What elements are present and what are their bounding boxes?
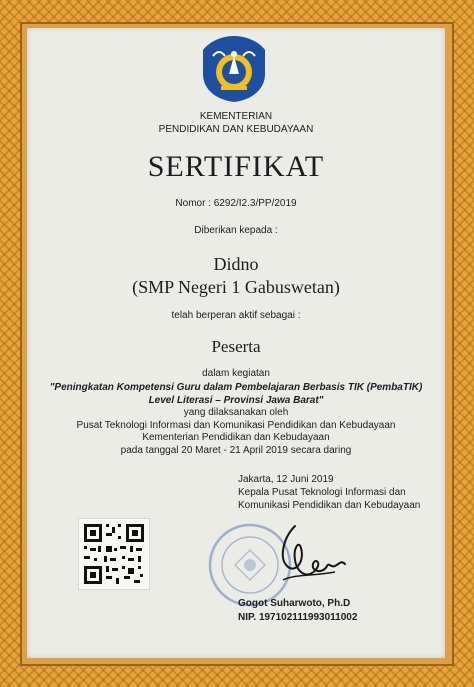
recipient-role: Peserta	[211, 337, 261, 356]
ministry-line-2: PENDIDIKAN DAN KEBUDAYAAN	[158, 124, 314, 135]
signer-name: Gogot Suharwoto, Ph.D	[238, 598, 351, 609]
signer-details	[238, 597, 357, 625]
organizer-line-2: Pusat Teknologi Informasi dan Komunikasi Pendidikan dan Kebudayaan	[76, 419, 396, 431]
organizer-line-3: Kementerian Pendidikan dan Kebudayaan	[142, 432, 330, 443]
ministry-line-1: KEMENTERIAN	[199, 111, 273, 122]
activity-line-1: "Peningkatan Kompetensi Guru dalam Pembelajaran Berbasis TIK (PembaTIK)	[49, 382, 423, 393]
recipient-school: (SMP Negeri 1 Gabuswetan)	[132, 277, 340, 297]
organizer-info	[27, 407, 445, 457]
certificate-title: SERTIFIKAT	[147, 150, 325, 183]
signer-position-line-1: Kepala Pusat Teknologi Informasi dan	[238, 487, 406, 498]
activity-title	[27, 381, 445, 407]
signer-position-line-2: Komunikasi Pendidikan dan Kebudayaan	[238, 500, 421, 511]
signature-block	[238, 473, 420, 512]
organizer-line-4: pada tanggal 20 Maret - 21 April 2019 secara daring	[120, 444, 352, 456]
activity-label: dalam kegiatan	[202, 368, 270, 379]
activity-line-2: Level Literasi – Provinsi Jawa Barat"	[148, 395, 324, 406]
signer-nip: NIP. 197102111993011002	[238, 612, 358, 623]
recipient-name: Didno	[213, 254, 259, 274]
organizer-line-1: yang dilaksanakan oleh	[183, 407, 289, 418]
signature	[265, 518, 355, 598]
certificate-number: Nomor : 6292/I2.3/PP/2019	[175, 198, 297, 209]
place-date: Jakarta, 12 Juni 2019	[238, 474, 334, 485]
tut-wuri-handayani-logo	[199, 34, 269, 104]
given-to-label: Diberikan kepada :	[194, 225, 278, 236]
role-label: telah berperan aktif sebagai :	[171, 310, 301, 321]
qr-code	[78, 518, 150, 590]
ministry-name	[27, 110, 445, 136]
